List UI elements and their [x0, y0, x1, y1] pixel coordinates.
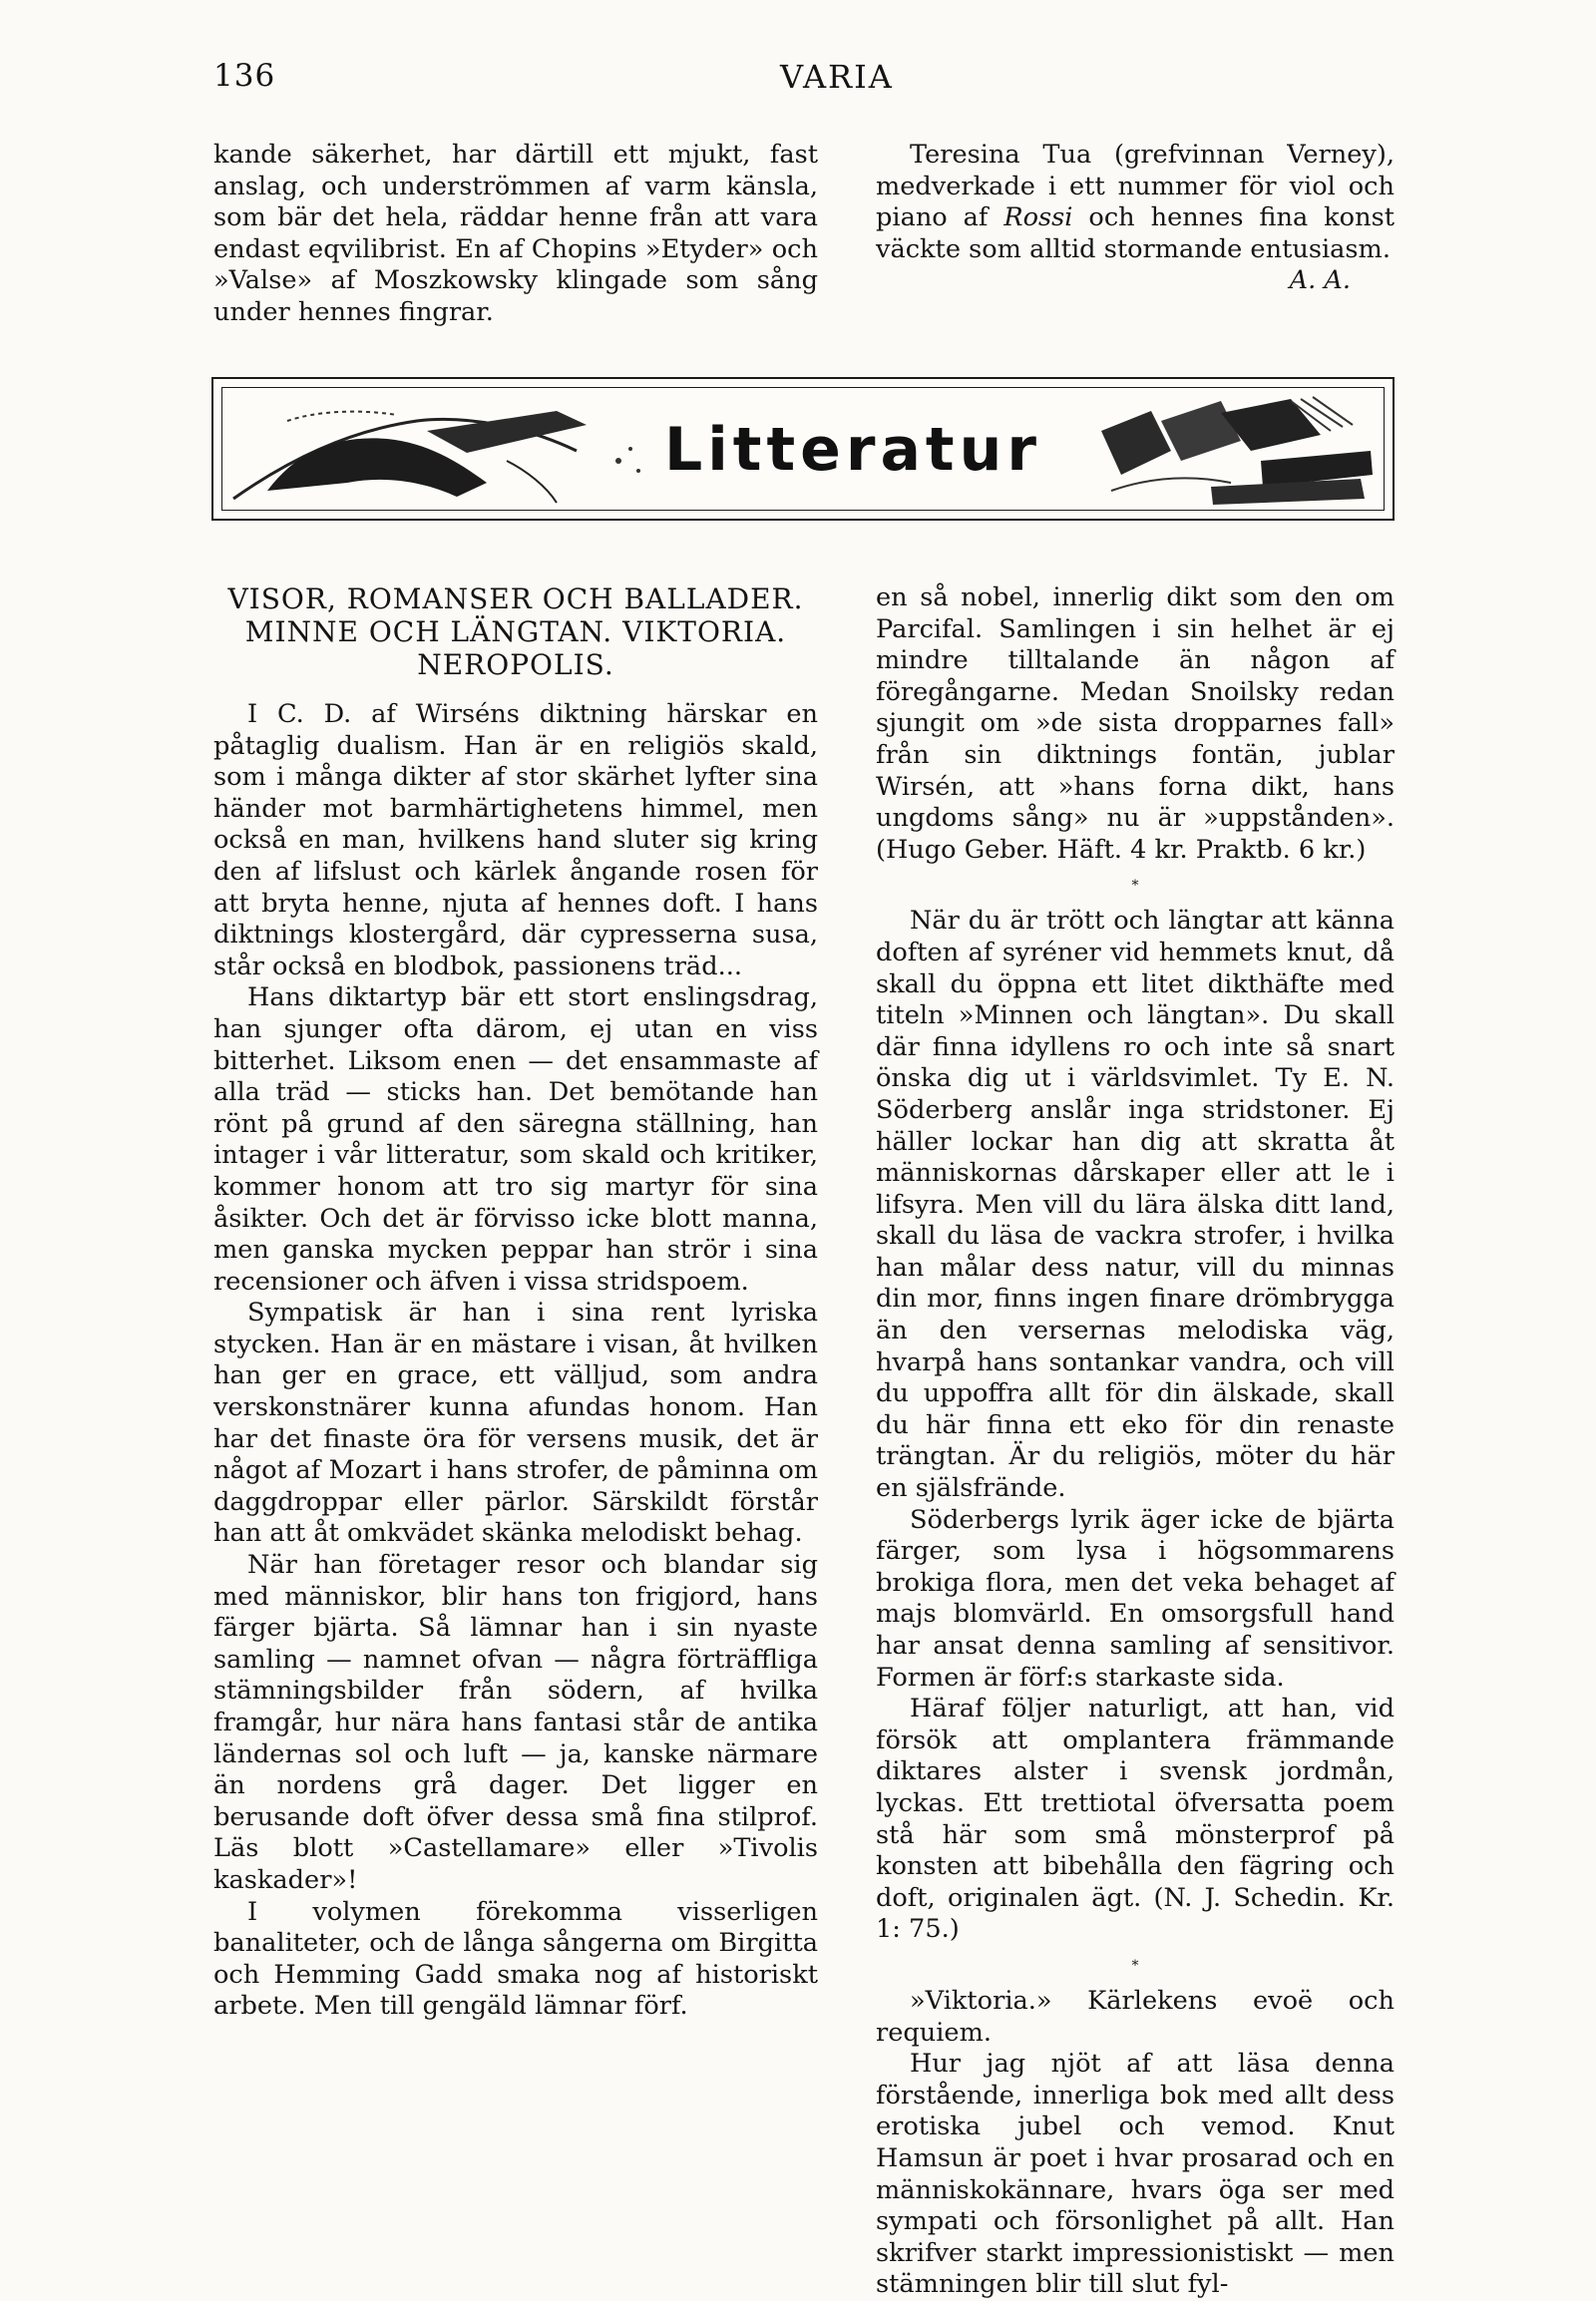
review-paragraph: Hans diktartyp bär ett stort enslingsdrag, han sjunger ofta därom, ej utan en viss bitterhet. Liksom enen — det ensammaste af alla träd — sticks han. Det bemötande han rönt på grund af den säregna ställning, han intager i vår litteratur, som skald och kritiker, kommer honom att tro sig martyr för sina åsikter. Och det är förvisso icke blott manna, men ganska mycken peppar han strör i sina recensioner och äfven i vissa stridspoem. — [213, 982, 818, 1297]
review-paragraph: »Viktoria.» Kärlekens evoë och requiem. — [876, 1985, 1395, 2048]
review-paragraph: I volymen förekomma visserligen banaliteter, och de långa sångerna om Birgitta och Hemming Gadd smaka nog af historiskt arbete. Men till gengäld lämnar förf. — [213, 1896, 819, 2022]
heading-line: NEROPOLIS. — [417, 648, 614, 681]
section-title: Litteratur — [664, 415, 1041, 485]
review-paragraph: Häraf följer naturligt, att han, vid försök att omplantera främmande diktares alster i svensk jordmån, lyckas. Ett trettiotal öfversatta poem stå här som små mönsterprof på konsten att bibehålla den fägring och doft, originalen ägt. (N. J. Schedin. Kr. 1: 75.) — [876, 1694, 1395, 1945]
left-column — [213, 582, 818, 2023]
composer-name: Rossi — [1003, 202, 1073, 233]
books-illustration-icon — [1091, 391, 1381, 509]
concert-text-a: Teresina Tua (grefvinnan Verney), medverkade i ett nummer för viol och piano af — [876, 140, 1395, 233]
heading-line: VISOR, ROMANSER OCH BALLADER. — [227, 582, 804, 615]
top-left-paragraph: kande säkerhet, har därtill ett mjukt, fast anslag, och underströmmen af varm känsla, som bär det hela, räddar henne från att vara endast eqvilibrist. En af Chopins »Etyder» och »Valse» af Moszkowsky klingade som sång under hennes fingrar. — [213, 140, 818, 327]
review-heading — [213, 582, 818, 681]
concert-text-b: och hennes fina konst väckte som alltid stormande entusiasm. — [876, 202, 1395, 264]
heading-line: MINNE OCH LÄNGTAN. VIKTORIA. — [244, 615, 787, 648]
right-column — [876, 582, 1395, 2301]
author-signature: A. A. — [1289, 265, 1351, 296]
top-right-column — [876, 140, 1395, 297]
review-paragraph: Söderbergs lyrik äger icke de bjärta färger, som lysa i högsommarens brokiga flora, men det veka behaget af majs blomvärld. En omsorgsfull hand har ansat denna samling af sensitivor. Formen är förf:s starkaste sida. — [876, 1504, 1395, 1693]
top-left-column — [213, 140, 818, 329]
review-paragraph: När du är trött och längtar att känna doften af syréner vid hemmets knut, då skall du öppna ett litet dikthäfte med titeln »Minnen och längtan». Du skall där finna idyllens ro och inte så snart önska dig ut i världsvimlet. Ty E. N. Söderberg anslår inga stridstoner. Ej häller lockar han dig att skratta åt människornas dårskaper eller att le i lifsyra. Men vill du lära älska ditt land, skall du läsa de vackra strofer, i hvilka han målar dess natur, vill du minnas din mor, finns ingen finare drömbrygga än den versernas melodiska väg, hvarpå hans sontankar vandra, och vill du uppoffra allt för din älskade, skall du här finna ett eko för din renaste trängtan. Är du religiös, möter du här en själsfrände. — [876, 906, 1395, 1504]
running-head: VARIA — [780, 58, 894, 96]
review-paragraph: I C. D. af Wirséns diktning härskar en påtaglig dualism. Han är en religiös skald, som i många dikter af stor skärhet lyfter sina händer mot barmhärtighetens himmel, men också en man, hvilkens hand sluter sig kring den af lifslust och kärlek ångande rosen för att bryta henne, njuta af hennes doft. I hans diktnings klostergård, där cypresserna susa, står också en blodbok, passionens träd... — [213, 699, 818, 981]
review-paragraph: Sympatisk är han i sina rent lyriska stycken. Han är en mästare i visan, åt hvilken han ger en grace, ett välljud, som andra verskonstnärer kunna afundas honom. Han har det finaste öra för versens musik, det är något af Mozart i hans strofer, de påminna om daggdroppar eller pärlor. Särskildt förstår han att åt omkvädet skänka melodiskt behag. — [213, 1298, 818, 1549]
review-paragraph: Hur jag njöt af att läsa denna förstående, innerliga bok med allt dess erotiska jubel och vemod. Knut Hamsun är poet i hvar prosarad och en människokännare, hvars öga ser med sympati och försonlighet på allt. Han skrifver starkt impressionistiskt — men stämningen blir till slut fyl- — [876, 2049, 1395, 2300]
quill-illustration-icon — [227, 391, 646, 509]
page-number: 136 — [213, 58, 276, 94]
section-banner — [211, 377, 1395, 521]
review-paragraph: När han företager resor och blandar sig med människor, blir hans ton frigjord, hans färger bjärta. Så lämnar han i sin nyaste samling — namnet ofvan — några förträffliga stämningsbilder från södern, af hvilka framgår, hur nära hans fantasi står de antika ländernas sol och luft — ja, kanske närmare än nordens grå dager. Det ligger en berusande doft öfver dessa små fina stilprof. Läs blott »Castellamare» eller »Tivolis kaskader»! — [213, 1550, 818, 1895]
asterisk-separator-icon: * — [1131, 878, 1139, 895]
review-paragraph: en så nobel, innerlig dikt som den om Parcifal. Samlingen i sin helhet är ej mindre tilltalande än någon af föregångarne. Medan Snoilsky redan sjungit om »de sista dropparnes fall» från sin diktnings fontän, jublar Wirsén, att »hans forna dikt, hans ungdoms sång» nu är »uppstånden». (Hugo Geber. Häft. 4 kr. Praktb. 6 kr.) — [876, 582, 1395, 865]
asterisk-separator-icon: * — [1131, 1957, 1139, 1974]
top-right-paragraph — [876, 140, 1395, 265]
